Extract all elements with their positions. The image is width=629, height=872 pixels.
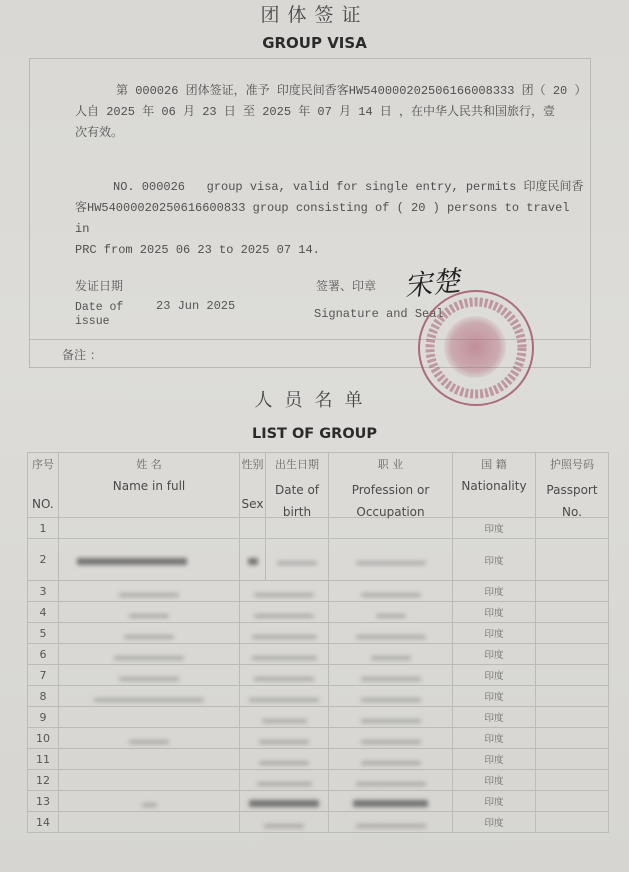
row-no: 4: [28, 602, 59, 623]
table-row: [28, 644, 609, 665]
col-dob-cn: 出生日期: [275, 458, 319, 471]
row-dob-redacted: [240, 665, 329, 686]
row-profession-redacted: [329, 602, 453, 623]
issue-date-label-cn: 发证日期: [75, 279, 124, 293]
row-no: 6: [28, 644, 59, 665]
col-nationality-en: Nationality: [461, 479, 527, 493]
visa-cn-line-1: 第 000026 团体签证，准予 印度民间香客HW540000202506166008333 团（ 20 ）: [116, 84, 587, 98]
table-row: [28, 665, 609, 686]
row-name-redacted: [59, 770, 240, 791]
issue-date-label-en-1: Date of: [75, 301, 124, 314]
row-passport-redacted: [536, 581, 609, 602]
row-name-redacted: [59, 728, 240, 749]
row-nationality: 印度: [453, 728, 536, 749]
document-title-cn: 团体签证: [260, 4, 369, 26]
row-name-redacted: [59, 539, 240, 581]
row-name-redacted: [59, 602, 240, 623]
row-no: 11: [28, 749, 59, 770]
row-nationality: 印度: [453, 770, 536, 791]
visa-paragraph-en: [75, 177, 585, 261]
col-profession-en: Profession or Occupation: [351, 483, 430, 519]
col-no-en: NO.: [32, 497, 54, 511]
row-nationality: 印度: [453, 581, 536, 602]
row-no: 2: [28, 539, 59, 581]
row-name-redacted: [59, 644, 240, 665]
table-row: [28, 791, 609, 812]
row-profession-redacted: [329, 665, 453, 686]
row-profession-redacted: [329, 539, 453, 581]
row-dob-redacted: [240, 707, 329, 728]
row-profession-redacted: [329, 581, 453, 602]
col-passport-cn: 护照号码: [550, 458, 594, 471]
col-name-en: Name in full: [112, 479, 186, 493]
visa-en-line-3: PRC from 2025 06 23 to 2025 07 14.: [75, 243, 320, 257]
row-nationality: 印度: [453, 623, 536, 644]
row-name-redacted: [59, 623, 240, 644]
row-no: 13: [28, 791, 59, 812]
signature-label-en: Signature and Seal: [314, 307, 444, 321]
row-passport-redacted: [536, 602, 609, 623]
row-name-redacted: [59, 749, 240, 770]
col-header-no: [28, 453, 59, 518]
row-passport-redacted: [536, 791, 609, 812]
row-name-redacted: [59, 791, 240, 812]
row-nationality: 印度: [453, 686, 536, 707]
table-row: [28, 602, 609, 623]
col-header-profession: [329, 453, 453, 518]
row-profession-redacted: [329, 791, 453, 812]
row-no: 9: [28, 707, 59, 728]
row-name-redacted: [59, 707, 240, 728]
row-name-redacted: [59, 518, 240, 539]
document-title-en: GROUP VISA: [262, 34, 367, 52]
table-row: [28, 686, 609, 707]
row-nationality: 印度: [453, 518, 536, 539]
table-row: [28, 581, 609, 602]
col-sex-en: Sex: [241, 497, 264, 511]
issue-date-label-en: [75, 301, 123, 329]
row-name-redacted: [59, 581, 240, 602]
row-nationality: 印度: [453, 812, 536, 833]
visa-en-line-1: NO. 000026 group visa, valid for single entry, permits 印度民间香: [113, 180, 584, 194]
row-profession-redacted: [329, 623, 453, 644]
row-no: 3: [28, 581, 59, 602]
col-sex-cn: 性别: [241, 458, 264, 471]
table-row: [28, 770, 609, 791]
table-row: [28, 539, 609, 581]
visa-cn-line-2: 人自 2025 年 06 月 23 日 至 2025 年 07 月 14 日 ，在中华人民共和国旅行，壹: [75, 105, 556, 119]
col-name-cn: 姓 名: [136, 458, 162, 471]
row-nationality: 印度: [453, 707, 536, 728]
row-no: 8: [28, 686, 59, 707]
row-profession-redacted: [329, 686, 453, 707]
col-passport-en: Passport No.: [546, 483, 598, 519]
row-dob-redacted: [240, 623, 329, 644]
row-no: 1: [28, 518, 59, 539]
col-header-sex: [240, 453, 266, 518]
signature: 宋楚: [402, 264, 462, 303]
row-sex-redacted: [240, 518, 266, 539]
row-nationality: 印度: [453, 749, 536, 770]
row-dob-redacted: [240, 770, 329, 791]
row-passport-redacted: [536, 749, 609, 770]
row-name-redacted: [59, 812, 240, 833]
col-header-passport: [536, 453, 609, 518]
row-dob-redacted: [240, 749, 329, 770]
table-header-row: [28, 453, 609, 518]
table-row: [28, 707, 609, 728]
table-row: [28, 623, 609, 644]
row-passport-redacted: [536, 812, 609, 833]
row-profession-redacted: [329, 812, 453, 833]
table-row: [28, 812, 609, 833]
col-header-dob: [266, 453, 329, 518]
issue-date-label-en-2: issue: [75, 315, 110, 328]
group-members-table: [27, 452, 609, 833]
issue-date-value: 23 Jun 2025: [156, 299, 236, 313]
row-no: 10: [28, 728, 59, 749]
row-no: 14: [28, 812, 59, 833]
col-no-cn: 序号: [32, 458, 54, 471]
row-passport-redacted: [536, 770, 609, 791]
row-passport-redacted: [536, 539, 609, 581]
row-nationality: 印度: [453, 602, 536, 623]
row-name-redacted: [59, 686, 240, 707]
row-profession-redacted: [329, 707, 453, 728]
row-dob-redacted: [266, 539, 329, 581]
row-profession-redacted: [329, 728, 453, 749]
row-passport-redacted: [536, 686, 609, 707]
row-dob-redacted: [240, 581, 329, 602]
table-row: [28, 749, 609, 770]
row-passport-redacted: [536, 644, 609, 665]
row-name-redacted: [59, 665, 240, 686]
row-passport-redacted: [536, 623, 609, 644]
col-header-nationality: [453, 453, 536, 518]
row-dob-redacted: [240, 791, 329, 812]
row-profession-redacted: [329, 770, 453, 791]
row-dob-redacted: [240, 728, 329, 749]
row-passport-redacted: [536, 728, 609, 749]
row-no: 12: [28, 770, 59, 791]
row-no: 7: [28, 665, 59, 686]
row-dob-redacted: [240, 812, 329, 833]
row-passport-redacted: [536, 665, 609, 686]
row-profession-redacted: [329, 644, 453, 665]
row-sex-redacted: [240, 539, 266, 581]
row-dob-redacted: [240, 686, 329, 707]
row-passport-redacted: [536, 707, 609, 728]
row-no: 5: [28, 623, 59, 644]
list-title-en: LIST OF GROUP: [251, 426, 378, 442]
list-title-cn: 人员名单: [254, 390, 375, 411]
col-header-name: [59, 453, 240, 518]
row-dob-redacted: [240, 644, 329, 665]
visa-en-line-2: 客HW54000020250616600833 group consisting of ( 20 ) persons to travel in: [75, 201, 570, 236]
signature-label-cn: 签署、印章: [316, 279, 377, 293]
visa-paragraph-cn: [75, 81, 585, 144]
row-nationality: 印度: [453, 665, 536, 686]
col-nationality-cn: 国 籍: [481, 458, 507, 471]
row-dob-redacted: [240, 602, 329, 623]
col-profession-cn: 职 业: [377, 458, 404, 471]
visa-cn-line-3: 次有效。: [75, 126, 124, 140]
table-row: [28, 728, 609, 749]
row-nationality: 印度: [453, 791, 536, 812]
col-dob-en: Date of birth: [274, 483, 320, 519]
row-profession-redacted: [329, 749, 453, 770]
row-nationality: 印度: [453, 644, 536, 665]
row-nationality: 印度: [453, 539, 536, 581]
remarks-label: 备注 ：: [62, 348, 102, 362]
